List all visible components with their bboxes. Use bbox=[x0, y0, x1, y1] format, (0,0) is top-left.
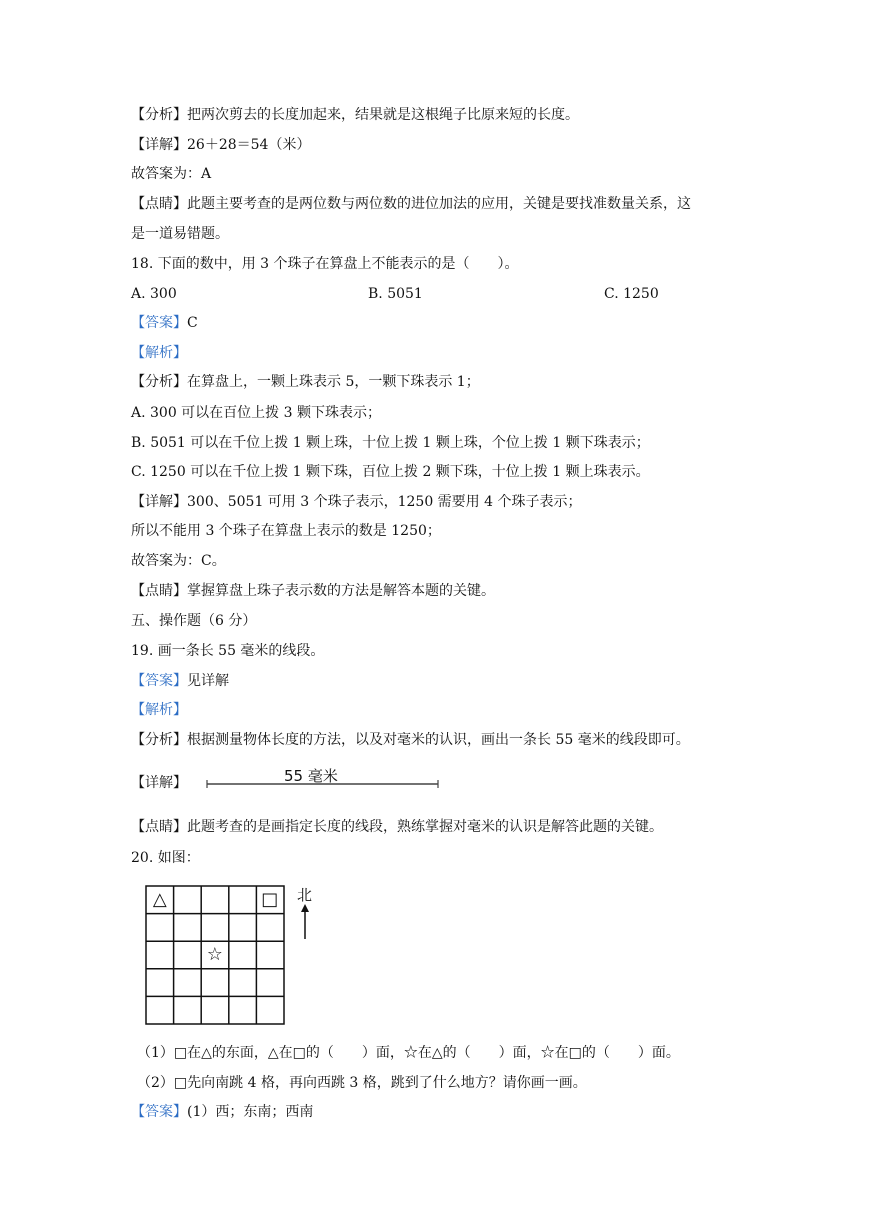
q18-detail: 【详解】300、5051 可用 3 个珠子表示，1250 需要用 4 个珠子表示； bbox=[131, 494, 582, 510]
section-5-heading: 五、操作题（6 分） bbox=[131, 613, 257, 629]
north-label: 北 bbox=[297, 886, 313, 904]
star-marker: ☆ bbox=[206, 944, 223, 966]
q20-part-1: （1）□在△的东面，△在□的（ ）面，☆在△的（ ）面，☆在□的（ ）面。 bbox=[137, 1045, 680, 1061]
q18-option-c: C. 1250 bbox=[604, 286, 659, 302]
q18-analysis: 【分析】在算盘上，一颗上珠表示 5，一颗下珠表示 1； bbox=[131, 374, 480, 390]
q19-detail: 【详解】 bbox=[131, 775, 187, 791]
comment-line-2: 是一道易错题。 bbox=[131, 226, 229, 242]
triangle-marker: △ bbox=[152, 889, 167, 911]
q19-solution-heading: 【解析】 bbox=[131, 702, 187, 718]
q18-analysis-a: A. 300 可以在百位上拨 3 颗下珠表示； bbox=[131, 405, 381, 421]
detail-line-1: 【详解】26＋28＝54（米） bbox=[131, 137, 311, 153]
q18-comment: 【点睛】掌握算盘上珠子表示数的方法是解答本题的关键。 bbox=[131, 583, 495, 599]
q18-answer: 【答案】C bbox=[131, 315, 198, 331]
answer-line-1: 故答案为：A bbox=[131, 166, 212, 182]
question-18: 18. 下面的数中，用 3 个珠子在算盘上不能表示的是（ ）。 bbox=[131, 256, 519, 272]
q20-part-2: （2）□先向南跳 4 格，再向西跳 3 格，跳到了什么地方？请你画一画。 bbox=[137, 1075, 587, 1091]
q18-option-a: A. 300 bbox=[131, 286, 177, 302]
q19-answer: 【答案】见详解 bbox=[131, 673, 229, 689]
question-19: 19. 画一条长 55 毫米的线段。 bbox=[131, 643, 325, 659]
question-20: 20. 如图： bbox=[131, 850, 200, 866]
q19-comment: 【点睛】此题考查的是画指定长度的线段，熟练掌握对毫米的认识是解答此题的关键。 bbox=[131, 819, 663, 835]
q18-detail-3: 故答案为：C。 bbox=[131, 553, 226, 569]
north-arrow-icon bbox=[298, 903, 312, 941]
segment-label: 55 毫米 bbox=[284, 767, 338, 785]
q18-analysis-b: B. 5051 可以在千位上拨 1 颗上珠，十位上拨 1 颗上珠，个位上拨 1 颗下珠表示； bbox=[131, 435, 650, 451]
q20-answer: 【答案】(1）西；东南；西南 bbox=[131, 1104, 314, 1120]
q19-analysis: 【分析】根据测量物体长度的方法，以及对毫米的认识，画出一条长 55 毫米的线段即可。 bbox=[131, 732, 690, 748]
q18-solution-heading: 【解析】 bbox=[131, 345, 187, 361]
comment-line-1: 【点睛】此题主要考查的是两位数与两位数的进位加法的应用，关键是要找准数量关系，这 bbox=[131, 196, 691, 212]
q18-detail-2: 所以不能用 3 个珠子在算盘上表示的数是 1250； bbox=[131, 523, 441, 539]
q18-option-b: B. 5051 bbox=[368, 286, 423, 302]
analysis-line-1: 【分析】把两次剪去的长度加起来，结果就是这根绳子比原来短的长度。 bbox=[131, 107, 579, 123]
q18-analysis-c: C. 1250 可以在千位上拨 1 颗下珠，百位上拨 2 颗下珠，十位上拨 1 颗上珠表示。 bbox=[131, 464, 650, 480]
square-marker: □ bbox=[261, 889, 279, 911]
